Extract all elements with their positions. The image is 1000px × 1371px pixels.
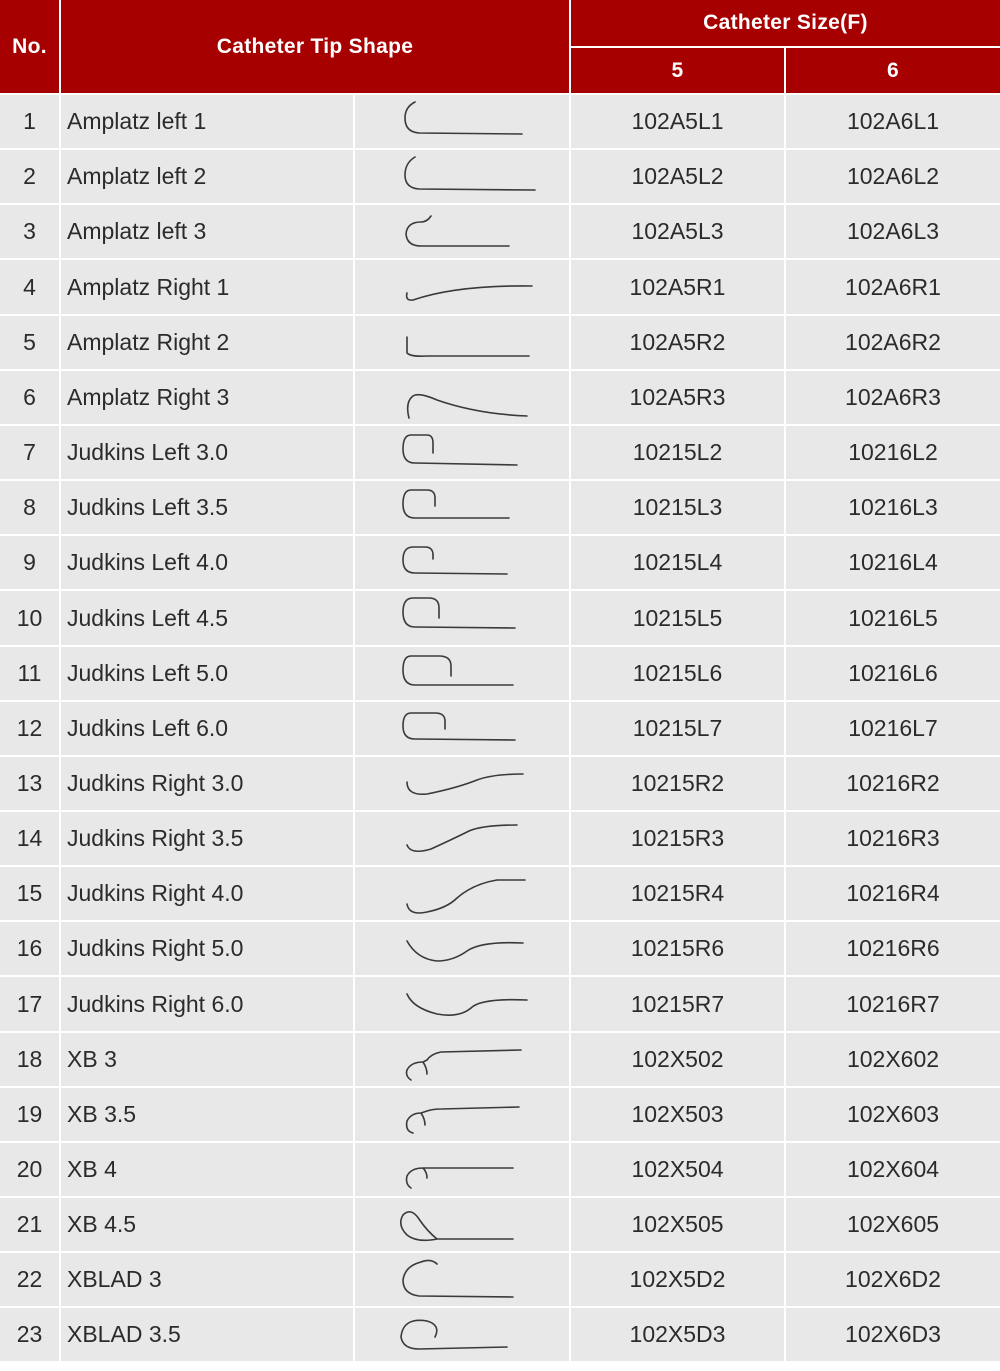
size-5-code: 10215L3	[571, 481, 784, 534]
row-number: 20	[0, 1143, 59, 1196]
size-6-code: 10216L7	[786, 702, 1000, 755]
amplatz-left-2-tip-icon	[397, 153, 547, 201]
size-6-code: 102X6D3	[786, 1308, 1000, 1361]
tip-shape-name: Amplatz Right 1	[61, 260, 353, 314]
tip-shape-name: Judkins Left 3.0	[61, 426, 353, 479]
judkins-left-3-5-tip-icon	[397, 484, 547, 532]
tip-shape-path	[408, 394, 527, 417]
tip-shape-name: Judkins Left 6.0	[61, 702, 353, 755]
tip-shape-cell	[355, 757, 569, 810]
size-5-code: 10215L4	[571, 536, 784, 589]
amplatz-left-1-tip-icon	[397, 98, 547, 146]
size-6-code: 10216R2	[786, 757, 1000, 810]
row-number: 16	[0, 922, 59, 975]
tip-shape-path	[403, 435, 517, 465]
xb-4-tip-icon	[397, 1146, 547, 1194]
xb-4-5-tip-icon	[397, 1201, 547, 1249]
tip-shape-cell	[355, 1088, 569, 1141]
tip-shape-name: Amplatz Right 3	[61, 371, 353, 424]
tip-shape-path	[407, 825, 517, 851]
tip-shape-path	[407, 1050, 522, 1080]
tip-shape-name: Judkins Right 5.0	[61, 922, 353, 975]
amplatz-right-3-tip-icon	[397, 374, 547, 422]
tip-shape-path	[407, 941, 523, 961]
size-5-code: 10215L2	[571, 426, 784, 479]
size-5-code: 10215L7	[571, 702, 784, 755]
size-5-code: 102A5R3	[571, 371, 784, 424]
xb-3-tip-icon	[397, 1036, 547, 1084]
tip-shape-cell	[355, 1033, 569, 1086]
row-number: 15	[0, 867, 59, 920]
row-number: 22	[0, 1253, 59, 1306]
size-6-code: 102A6R2	[786, 316, 1000, 369]
tip-shape-cell	[355, 812, 569, 865]
judkins-right-5-0-tip-icon	[397, 925, 547, 973]
row-number: 9	[0, 536, 59, 589]
row-number: 2	[0, 150, 59, 203]
row-number: 8	[0, 481, 59, 534]
tip-shape-name: XB 3.5	[61, 1088, 353, 1141]
tip-shape-name: XB 4.5	[61, 1198, 353, 1251]
size-5-code: 102X504	[571, 1143, 784, 1196]
tip-shape-cell	[355, 922, 569, 975]
tip-shape-cell	[355, 867, 569, 920]
row-number: 19	[0, 1088, 59, 1141]
tip-shape-name: Judkins Left 5.0	[61, 647, 353, 700]
judkins-right-6-0-tip-icon	[397, 980, 547, 1028]
tip-shape-cell	[355, 95, 569, 148]
tip-shape-cell	[355, 536, 569, 589]
tip-shape-name: XB 3	[61, 1033, 353, 1086]
judkins-right-3-0-tip-icon	[397, 760, 547, 808]
size-6-code: 10216R7	[786, 977, 1000, 1031]
amplatz-right-1-tip-icon	[397, 263, 547, 311]
tip-shape-path	[405, 102, 522, 134]
tip-shape-name: Judkins Left 4.5	[61, 591, 353, 645]
header-size-6: 6	[786, 48, 1000, 93]
tip-shape-cell	[355, 426, 569, 479]
tip-shape-path	[406, 216, 509, 246]
tip-shape-path	[407, 337, 529, 356]
size-6-code: 10216L3	[786, 481, 1000, 534]
size-5-code: 102X503	[571, 1088, 784, 1141]
header-size-5: 5	[571, 48, 784, 93]
row-number: 5	[0, 316, 59, 369]
tip-shape-path	[403, 1260, 513, 1297]
size-6-code: 102X603	[786, 1088, 1000, 1141]
size-6-code: 10216R6	[786, 922, 1000, 975]
tip-shape-name: Amplatz left 1	[61, 95, 353, 148]
tip-shape-cell	[355, 316, 569, 369]
size-6-code: 102X602	[786, 1033, 1000, 1086]
amplatz-right-2-tip-icon	[397, 319, 547, 367]
row-number: 4	[0, 260, 59, 314]
tip-shape-path	[401, 1320, 507, 1349]
xb-3-5-tip-icon	[397, 1091, 547, 1139]
tip-shape-path	[407, 880, 525, 913]
size-6-code: 10216R4	[786, 867, 1000, 920]
row-number: 18	[0, 1033, 59, 1086]
row-number: 12	[0, 702, 59, 755]
tip-shape-cell	[355, 260, 569, 314]
row-number: 17	[0, 977, 59, 1031]
tip-shape-path	[407, 1168, 514, 1188]
header-no: No.	[0, 0, 59, 93]
tip-shape-name: Judkins Left 4.0	[61, 536, 353, 589]
row-number: 11	[0, 647, 59, 700]
tip-shape-cell	[355, 1143, 569, 1196]
tip-shape-cell	[355, 481, 569, 534]
tip-shape-name: XBLAD 3.5	[61, 1308, 353, 1361]
size-5-code: 102A5L1	[571, 95, 784, 148]
tip-shape-path	[407, 286, 532, 300]
size-5-code: 10215L5	[571, 591, 784, 645]
tip-shape-name: Judkins Right 4.0	[61, 867, 353, 920]
tip-shape-path	[403, 547, 507, 574]
tip-shape-path	[407, 1107, 519, 1133]
header-catheter-size: Catheter Size(F)	[571, 0, 1000, 46]
tip-shape-name: XB 4	[61, 1143, 353, 1196]
tip-shape-path	[405, 157, 535, 190]
size-6-code: 102A6R1	[786, 260, 1000, 314]
tip-shape-cell	[355, 1198, 569, 1251]
judkins-left-3-0-tip-icon	[397, 429, 547, 477]
size-5-code: 102A5R1	[571, 260, 784, 314]
judkins-left-4-5-tip-icon	[397, 594, 547, 642]
header-tip-shape: Catheter Tip Shape	[61, 0, 569, 93]
tip-shape-name: Judkins Right 6.0	[61, 977, 353, 1031]
size-6-code: 102X605	[786, 1198, 1000, 1251]
tip-shape-path	[403, 656, 513, 685]
row-number: 21	[0, 1198, 59, 1251]
tip-shape-cell	[355, 591, 569, 645]
tip-shape-cell	[355, 1308, 569, 1361]
tip-shape-cell	[355, 647, 569, 700]
judkins-left-4-0-tip-icon	[397, 539, 547, 587]
tip-shape-name: Amplatz left 3	[61, 205, 353, 258]
xblad-3-tip-icon	[397, 1256, 547, 1304]
tip-shape-path	[403, 598, 515, 628]
tip-shape-path	[403, 713, 515, 740]
tip-shape-name: Judkins Left 3.5	[61, 481, 353, 534]
size-5-code: 102A5L3	[571, 205, 784, 258]
row-number: 14	[0, 812, 59, 865]
tip-shape-name: XBLAD 3	[61, 1253, 353, 1306]
size-6-code: 102A6L1	[786, 95, 1000, 148]
tip-shape-cell	[355, 205, 569, 258]
size-5-code: 102X502	[571, 1033, 784, 1086]
xblad-3-5-tip-icon	[397, 1311, 547, 1359]
judkins-right-3-5-tip-icon	[397, 815, 547, 863]
size-5-code: 102A5L2	[571, 150, 784, 203]
size-5-code: 10215R3	[571, 812, 784, 865]
tip-shape-name: Judkins Right 3.5	[61, 812, 353, 865]
size-6-code: 102X6D2	[786, 1253, 1000, 1306]
tip-shape-path	[407, 994, 527, 1015]
size-6-code: 10216L6	[786, 647, 1000, 700]
row-number: 3	[0, 205, 59, 258]
size-5-code: 10215L6	[571, 647, 784, 700]
size-5-code: 10215R6	[571, 922, 784, 975]
row-number: 13	[0, 757, 59, 810]
size-5-code: 10215R7	[571, 977, 784, 1031]
size-5-code: 102X505	[571, 1198, 784, 1251]
size-6-code: 10216L5	[786, 591, 1000, 645]
size-6-code: 102A6R3	[786, 371, 1000, 424]
judkins-left-6-0-tip-icon	[397, 705, 547, 753]
size-6-code: 10216L2	[786, 426, 1000, 479]
size-6-code: 10216L4	[786, 536, 1000, 589]
size-5-code: 102X5D2	[571, 1253, 784, 1306]
tip-shape-name: Amplatz Right 2	[61, 316, 353, 369]
size-6-code: 10216R3	[786, 812, 1000, 865]
tip-shape-path	[403, 490, 509, 518]
tip-shape-name: Judkins Right 3.0	[61, 757, 353, 810]
size-5-code: 10215R4	[571, 867, 784, 920]
judkins-right-4-0-tip-icon	[397, 870, 547, 918]
row-number: 7	[0, 426, 59, 479]
row-number: 1	[0, 95, 59, 148]
size-5-code: 10215R2	[571, 757, 784, 810]
tip-shape-path	[401, 1211, 513, 1240]
size-6-code: 102A6L3	[786, 205, 1000, 258]
tip-shape-path	[407, 774, 523, 794]
tip-shape-cell	[355, 371, 569, 424]
tip-shape-cell	[355, 150, 569, 203]
amplatz-left-3-tip-icon	[397, 208, 547, 256]
judkins-left-5-0-tip-icon	[397, 650, 547, 698]
size-5-code: 102A5R2	[571, 316, 784, 369]
size-5-code: 102X5D3	[571, 1308, 784, 1361]
row-number: 6	[0, 371, 59, 424]
row-number: 23	[0, 1308, 59, 1361]
tip-shape-cell	[355, 702, 569, 755]
size-6-code: 102X604	[786, 1143, 1000, 1196]
size-6-code: 102A6L2	[786, 150, 1000, 203]
row-number: 10	[0, 591, 59, 645]
tip-shape-name: Amplatz left 2	[61, 150, 353, 203]
tip-shape-cell	[355, 1253, 569, 1306]
tip-shape-cell	[355, 977, 569, 1031]
